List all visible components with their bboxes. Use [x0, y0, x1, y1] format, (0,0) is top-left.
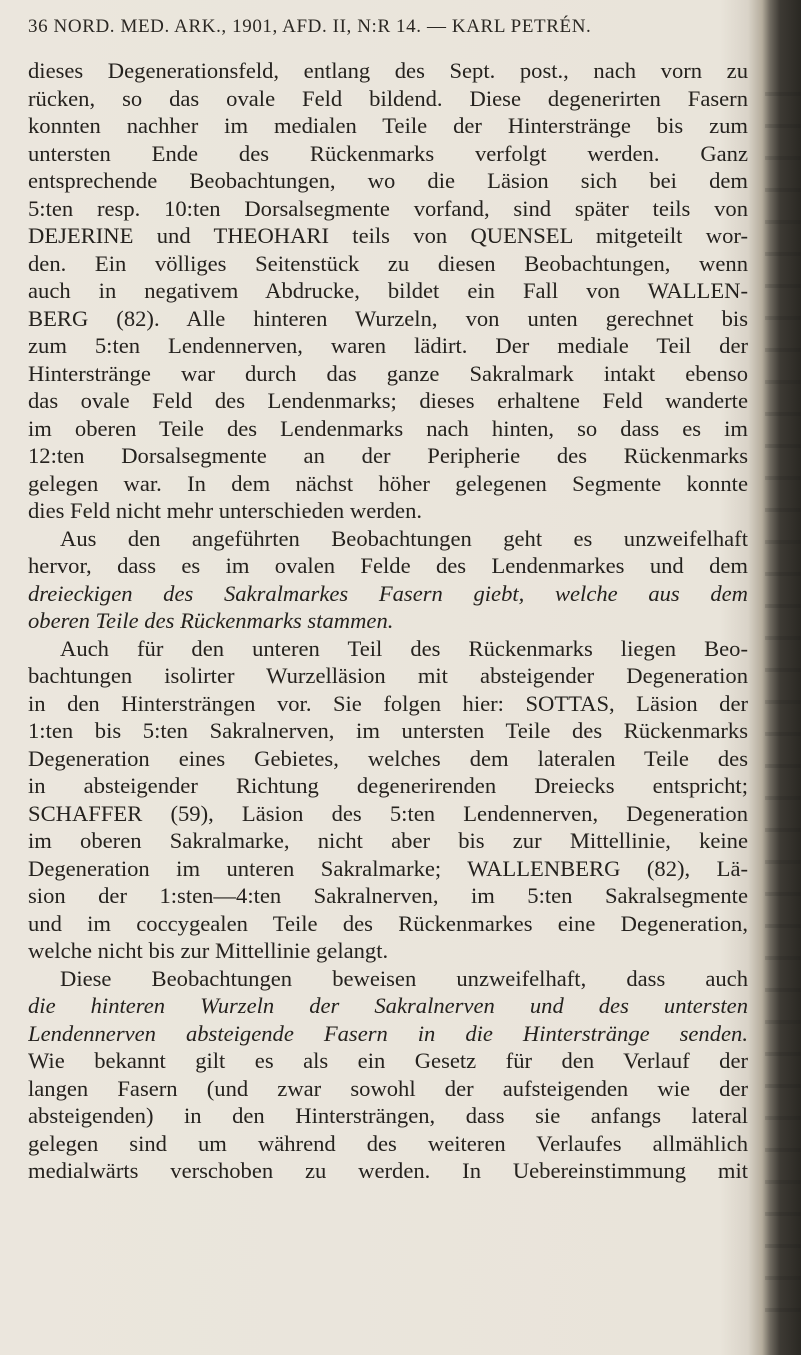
text-line: dies Feld nicht mehr unterschieden werden.: [28, 498, 423, 523]
text-line: 1:ten bis 5:ten Sakralnerven, im untersten Teile des Rückenmarks: [28, 718, 748, 743]
text-line: im oberen Sakralmarke, nicht aber bis zur Mittellinie, keine: [28, 828, 748, 853]
text-line: welche nicht bis zur Mittellinie gelangt.: [28, 938, 389, 963]
text-line: konnten nachher im medialen Teile der Hinterstränge bis zum: [28, 113, 748, 138]
text-line: oberen Teile des Rückenmarks stammen.: [28, 608, 394, 633]
text-line: absteigenden) in den Hintersträngen, dass sie anfangs lateral: [28, 1103, 748, 1128]
facing-page-edge: [765, 70, 801, 1340]
text-line: BERG (82). Alle hinteren Wurzeln, von unten gerechnet bis: [28, 305, 748, 331]
text-line: Aus den angeführten Beobachtungen geht es unzweifelhaft: [60, 525, 748, 551]
text-line: untersten Ende des Rückenmarks verfolgt werden. Ganz: [28, 140, 748, 166]
text-line: 5:ten resp. 10:ten Dorsalsegmente vorfand, sind später teils von: [28, 195, 748, 221]
text-line: medialwärts verschoben zu werden. In Uebereinstimmung mit: [28, 1158, 748, 1183]
text-line: zum 5:ten Lendennerven, waren lädirt. Der mediale Teil der: [28, 333, 748, 358]
text-line: die hinteren Wurzeln der Sakralnerven und des untersten: [28, 993, 748, 1018]
text-line: Diese Beobachtungen beweisen unzweifelhaft, dass auch: [60, 965, 748, 991]
text-line: dreieckigen des Sakralmarkes Fasern giebt, welche aus dem: [28, 580, 748, 606]
text-line: sion der 1:sten—4:ten Sakralnerven, im 5:ten Sakralsegmente: [28, 883, 748, 908]
text-line: dieses Degenerationsfeld, entlang des Sept. post., nach vorn zu: [28, 58, 748, 83]
text-line: entsprechende Beobachtungen, wo die Läsion sich bei dem: [28, 168, 748, 193]
text-line: bachtungen isolirter Wurzelläsion mit absteigender Degeneration: [28, 663, 748, 688]
text-line: gelegen sind um während des weiteren Verlaufes allmählich: [28, 1130, 748, 1156]
body-text: [28, 57, 748, 1185]
text-line: das ovale Feld des Lendenmarks; dieses erhaltene Feld wanderte: [28, 388, 748, 413]
text-line: hervor, dass es im ovalen Felde des Lendenmarkes und dem: [28, 553, 748, 578]
text-line: und im coccygealen Teile des Rückenmarkes eine Degeneration,: [28, 910, 748, 936]
text-line: Auch für den unteren Teil des Rückenmarks liegen Beo-: [60, 635, 748, 661]
text-line: Hinterstränge war durch das ganze Sakralmark intakt ebenso: [28, 360, 748, 386]
text-line: langen Fasern (und zwar sowohl der aufsteigenden wie der: [28, 1075, 748, 1101]
text-line: DEJERINE und THEOHARI teils von QUENSEL mitgeteilt wor-: [28, 223, 748, 248]
text-line: rücken, so das ovale Feld bildend. Diese degenerirten Fasern: [28, 85, 748, 111]
text-line: in den Hintersträngen vor. Sie folgen hier: SOTTAS, Läsion der: [28, 690, 748, 716]
text-line: Wie bekannt gilt es als ein Gesetz für den Verlauf der: [28, 1048, 748, 1073]
text-line: den. Ein völliges Seitenstück zu diesen Beobachtungen, wenn: [28, 250, 748, 276]
text-line: SCHAFFER (59), Läsion des 5:ten Lendennerven, Degeneration: [28, 800, 748, 826]
text-line: Lendennerven absteigende Fasern in die Hinterstränge senden.: [28, 1020, 748, 1046]
text-line: Degeneration eines Gebietes, welches dem lateralen Teile des: [28, 745, 748, 771]
text-line: auch in negativem Abdrucke, bildet ein Fall von WALLEN-: [28, 278, 748, 303]
text-line: 12:ten Dorsalsegmente an der Peripherie des Rückenmarks: [28, 443, 748, 468]
text-line: Degeneration im unteren Sakralmarke; WALLENBERG (82), Lä-: [28, 855, 748, 881]
text-line: in absteigender Richtung degenerirenden Dreiecks entspricht;: [28, 773, 748, 798]
text-line: im oberen Teile des Lendenmarks nach hinten, so dass es im: [28, 415, 748, 441]
text-line: gelegen war. In dem nächst höher gelegenen Segmente konnte: [28, 470, 748, 496]
running-head: 36 NORD. MED. ARK., 1901, AFD. II, N:R 14. — KARL PETRÉN.: [28, 16, 592, 37]
